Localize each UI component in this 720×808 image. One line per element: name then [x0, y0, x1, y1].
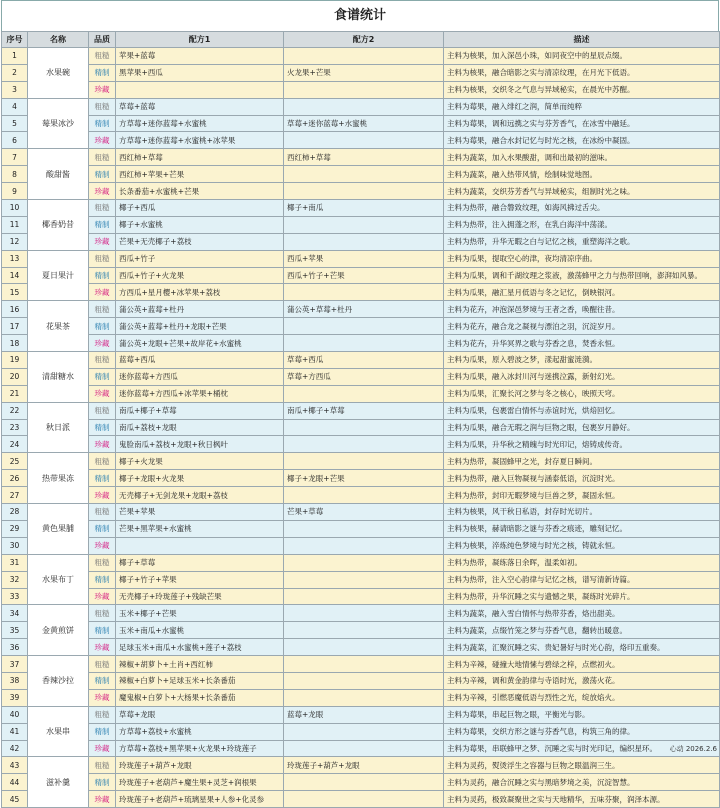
table-row	[2, 639, 720, 656]
recipe-1-cell: 无壳椰子+无剑龙果+龙眼+荔枝	[116, 487, 284, 504]
quality-label: 粗糙	[89, 402, 116, 419]
table-row	[2, 706, 720, 723]
description-cell: 主料为莓果，串联蜂甲之梦、沉睡之实与时光印记，编织星环。	[444, 740, 720, 757]
recipe-1-cell: 足球玉米+南瓜+水蜜桃+莲子+荔枝	[116, 639, 284, 656]
recipe-2-cell	[284, 335, 444, 352]
description-cell: 主料为蔬菜，融入热带风情，绘制味觉地图。	[444, 166, 720, 183]
recipe-2-cell	[284, 453, 444, 470]
quality-label: 珍藏	[89, 791, 116, 808]
table-row	[2, 402, 720, 419]
recipe-2-cell: 草莓+迷你蓝莓+水蜜桃	[284, 115, 444, 132]
recipe-1-cell: 方草莓+荔枝+水蜜桃	[116, 723, 284, 740]
quality-label: 珍藏	[89, 81, 116, 98]
recipe-2-cell: 椰子+龙眼+芒果	[284, 470, 444, 487]
description-cell: 主料为核果，赫请暗影之谜与芬香之痕迹，雕刻记忆。	[444, 520, 720, 537]
recipe-2-cell: 火龙果+芒果	[284, 64, 444, 81]
row-index: 39	[2, 689, 28, 706]
recipe-name: 水果碗	[28, 48, 89, 99]
recipe-2-cell	[284, 385, 444, 402]
recipe-name: 水果布丁	[28, 554, 89, 605]
table-row	[2, 216, 720, 233]
table-row	[2, 436, 720, 453]
description-cell: 主料为瓜果，融合无瑕之润与巨物之眼，包裹岁月静好。	[444, 419, 720, 436]
quality-label: 精制	[89, 672, 116, 689]
quality-label: 珍藏	[89, 284, 116, 301]
row-index: 15	[2, 284, 28, 301]
row-index: 7	[2, 149, 28, 166]
recipe-2-cell: 西瓜+苹果	[284, 250, 444, 267]
recipe-2-cell: 草莓+方西瓜	[284, 368, 444, 385]
recipe-1-cell: 魔鬼椒+白萝卜+大杨果+长条番茄	[116, 689, 284, 706]
recipe-2-cell: 椰子+南瓜	[284, 200, 444, 217]
quality-label: 精制	[89, 318, 116, 335]
recipe-name: 黄色果脯	[28, 504, 89, 555]
description-cell: 主料为灵药，极致凝聚世之实与天地精华，五味芬聚，润泽本源。	[444, 791, 720, 808]
recipe-1-cell: 西红柿+苹果+芒果	[116, 166, 284, 183]
recipe-2-cell	[284, 233, 444, 250]
description-cell: 主料为瓜果，融入冰封川河与迷携泣露，新射幻光。	[444, 368, 720, 385]
recipe-1-cell: 方西瓜+星月樱+冰苹果+荔枝	[116, 284, 284, 301]
recipe-name: 水果串	[28, 706, 89, 757]
recipe-1-cell: 南瓜+荔枝+龙眼	[116, 419, 284, 436]
recipe-1-cell: 方草莓+荔枝+黑苹果+火龙果+玲珑莲子	[116, 740, 284, 757]
description-cell: 主料为莓果，调和远携之实与芬芳香气，在冰雪中融延。	[444, 115, 720, 132]
recipe-2-cell: 西瓜+竹子+芒果	[284, 267, 444, 284]
table-row	[2, 98, 720, 115]
recipe-1-cell: 草莓+蓝莓	[116, 98, 284, 115]
quality-label: 珍藏	[89, 385, 116, 402]
row-index: 28	[2, 504, 28, 521]
recipe-2-cell	[284, 689, 444, 706]
recipe-1-cell: 蒲公英+蓝莓+杜丹+龙眼+芒果	[116, 318, 284, 335]
row-index: 38	[2, 672, 28, 689]
recipe-2-cell	[284, 436, 444, 453]
recipe-1-cell: 辣椒+白萝卜+足球玉米+长条番茄	[116, 672, 284, 689]
recipe-1-cell: 玉米+南瓜+水蜜桃	[116, 622, 284, 639]
row-index: 33	[2, 588, 28, 605]
recipe-1-cell: 辣椒+胡萝卜+土肖+西红柿	[116, 656, 284, 673]
row-index: 34	[2, 605, 28, 622]
recipe-name: 金黄煎饼	[28, 605, 89, 656]
description-cell: 主料为热带，注入空心韵律与记忆之核，谱写清新诗篇。	[444, 571, 720, 588]
quality-label: 精制	[89, 64, 116, 81]
row-index: 14	[2, 267, 28, 284]
description-cell: 主料为花卉，升华冥界之歌与芬香之息，焚香永恒。	[444, 335, 720, 352]
description-cell: 主料为核果，交织冬之气息与异域秘实，在晨光中苏醒。	[444, 81, 720, 98]
table-row	[2, 183, 720, 200]
row-index: 21	[2, 385, 28, 402]
table-row	[2, 81, 720, 98]
table-row	[2, 689, 720, 706]
row-index: 24	[2, 436, 28, 453]
recipe-name: 秋日派	[28, 402, 89, 453]
recipe-2-cell	[284, 166, 444, 183]
row-index: 11	[2, 216, 28, 233]
table-row	[2, 723, 720, 740]
recipe-1-cell: 蒲公英+龙眼+芒果+故岸花+水蜜桃	[116, 335, 284, 352]
recipe-name: 椰香奶昔	[28, 200, 89, 251]
table-row	[2, 757, 720, 774]
row-index: 9	[2, 183, 28, 200]
description-cell: 主料为莓果，串起巨物之眼，平衡光与影。	[444, 706, 720, 723]
recipe-2-cell	[284, 588, 444, 605]
recipe-2-cell: 蓝莓+龙眼	[284, 706, 444, 723]
table-row	[2, 115, 720, 132]
quality-label: 粗糙	[89, 453, 116, 470]
description-cell: 主料为瓜果，包裹雷白情怀与赤谊时光，烘焙回忆。	[444, 402, 720, 419]
recipe-1-cell: 椰子+水蜜桃	[116, 216, 284, 233]
row-index: 3	[2, 81, 28, 98]
recipe-1-cell	[116, 537, 284, 554]
row-index: 45	[2, 791, 28, 808]
table-row	[2, 470, 720, 487]
recipe-2-cell	[284, 284, 444, 301]
row-index: 18	[2, 335, 28, 352]
row-index: 22	[2, 402, 28, 419]
quality-label: 粗糙	[89, 706, 116, 723]
row-index: 30	[2, 537, 28, 554]
quality-label: 珍藏	[89, 335, 116, 352]
quality-label: 粗糙	[89, 301, 116, 318]
table-row	[2, 385, 720, 402]
row-index: 29	[2, 520, 28, 537]
table-row	[2, 149, 720, 166]
header-recipe-2: 配方2	[284, 32, 444, 48]
quality-label: 粗糙	[89, 200, 116, 217]
recipe-2-cell	[284, 216, 444, 233]
quality-label: 精制	[89, 216, 116, 233]
description-cell: 主料为灵药，熨烫浮生之容器与巨物之眼温润三生。	[444, 757, 720, 774]
quality-label: 精制	[89, 520, 116, 537]
table-header-row	[2, 32, 720, 48]
row-index: 20	[2, 368, 28, 385]
quality-label: 精制	[89, 571, 116, 588]
recipe-name: 花果茶	[28, 301, 89, 352]
recipe-1-cell: 南瓜+椰子+草莓	[116, 402, 284, 419]
description-cell: 主料为瓜果，升华秋之精魄与时光印记，熔铸成传奇。	[444, 436, 720, 453]
description-cell: 主料为核果，风干秋日私语，封存时光切片。	[444, 504, 720, 521]
recipe-1-cell: 椰子+西瓜	[116, 200, 284, 217]
quality-label: 粗糙	[89, 554, 116, 571]
row-index: 36	[2, 639, 28, 656]
header-index: 序号	[2, 32, 28, 48]
row-index: 16	[2, 301, 28, 318]
recipe-2-cell	[284, 605, 444, 622]
recipe-1-cell: 椰子+龙眼+火龙果	[116, 470, 284, 487]
recipe-2-cell: 玲珑莲子+葫芦+龙眼	[284, 757, 444, 774]
quality-label: 粗糙	[89, 149, 116, 166]
quality-label: 珍藏	[89, 132, 116, 149]
recipe-2-cell: 南瓜+椰子+草莓	[284, 402, 444, 419]
table-row	[2, 487, 720, 504]
table-row	[2, 352, 720, 369]
row-index: 12	[2, 233, 28, 250]
row-index: 8	[2, 166, 28, 183]
row-index: 43	[2, 757, 28, 774]
table-row	[2, 622, 720, 639]
recipe-1-cell: 芒果+无壳椰子+荔枝	[116, 233, 284, 250]
quality-label: 粗糙	[89, 48, 116, 65]
recipe-name: 莓果冰沙	[28, 98, 89, 149]
recipe-1-cell: 蒲公英+蓝莓+杜丹	[116, 301, 284, 318]
table-row	[2, 267, 720, 284]
recipe-2-cell: 蒲公英+草莓+杜丹	[284, 301, 444, 318]
table-row	[2, 368, 720, 385]
row-index: 40	[2, 706, 28, 723]
quality-label: 珍藏	[89, 588, 116, 605]
recipe-1-cell: 玲珑莲子+老葫芦+魔生果+灵芝+润根果	[116, 774, 284, 791]
description-cell: 主料为莓果，交织方形之谜与芬香气息，构筑三角的律。	[444, 723, 720, 740]
row-index: 5	[2, 115, 28, 132]
quality-label: 珍藏	[89, 639, 116, 656]
table-row	[2, 656, 720, 673]
quality-label: 精制	[89, 166, 116, 183]
recipe-2-cell	[284, 132, 444, 149]
recipe-2-cell	[284, 723, 444, 740]
row-index: 25	[2, 453, 28, 470]
quality-label: 珍藏	[89, 183, 116, 200]
quality-label: 粗糙	[89, 605, 116, 622]
recipe-1-cell: 黑苹果+西瓜	[116, 64, 284, 81]
description-cell: 主料为辛辣，碰撞大地情愫与碧绿之梓，点燃初火。	[444, 656, 720, 673]
recipe-1-cell: 玉米+椰子+芒果	[116, 605, 284, 622]
recipe-name: 夏日果汁	[28, 250, 89, 301]
description-cell: 主料为核果，加入深邑小珠，如同夜空中的星辰点缀。	[444, 48, 720, 65]
table-row	[2, 520, 720, 537]
recipe-1-cell	[116, 81, 284, 98]
description-cell: 主料为蔬菜，点缀竹笼之梦与芬香气息，翻转出暖意。	[444, 622, 720, 639]
table-row	[2, 740, 720, 757]
table-row	[2, 250, 720, 267]
recipe-2-cell	[284, 419, 444, 436]
description-cell: 主料为莓果，融合水封记忆与时光之核，在冰纷中凝固。	[444, 132, 720, 149]
recipe-1-cell: 西瓜+竹子+火龙果	[116, 267, 284, 284]
row-index: 4	[2, 98, 28, 115]
header-quality: 品质	[89, 32, 116, 48]
table-row	[2, 571, 720, 588]
table-row	[2, 233, 720, 250]
quality-label: 粗糙	[89, 250, 116, 267]
description-cell: 主料为核果，融合暗影之实与清凉纹理，在月光下低语。	[444, 64, 720, 81]
recipe-1-cell: 迷你蓝莓+方西瓜	[116, 368, 284, 385]
recipe-1-cell: 无壳椰子+玲珑莲子+残缺芒果	[116, 588, 284, 605]
recipe-2-cell	[284, 318, 444, 335]
row-index: 35	[2, 622, 28, 639]
recipe-name: 热带果冻	[28, 453, 89, 504]
recipe-1-cell: 椰子+竹子+苹果	[116, 571, 284, 588]
description-cell: 主料为灵药，融合沉睡之实与黑暗梦境之美，沉淀智慧。	[444, 774, 720, 791]
description-cell: 主料为花卉，冲泡深邑梦境与王者之香，唤醒往昔。	[444, 301, 720, 318]
table-row	[2, 301, 720, 318]
recipe-2-cell	[284, 656, 444, 673]
recipe-1-cell: 鬼脸南瓜+荔枝+龙眼+秋日枫叶	[116, 436, 284, 453]
description-cell: 主料为热带，封印无暇梦境与巨兽之梦，凝固永恒。	[444, 487, 720, 504]
table-row	[2, 588, 720, 605]
recipe-2-cell	[284, 487, 444, 504]
header-description: 描述	[444, 32, 720, 48]
row-index: 42	[2, 740, 28, 757]
recipe-2-cell	[284, 48, 444, 65]
table-row	[2, 554, 720, 571]
recipe-1-cell: 芒果+黑苹果+水蜜桃	[116, 520, 284, 537]
recipe-1-cell: 西红柿+草莓	[116, 149, 284, 166]
recipe-1-cell: 方草莓+迷你蓝莓+水蜜桃+冰苹果	[116, 132, 284, 149]
row-index: 32	[2, 571, 28, 588]
quality-label: 粗糙	[89, 504, 116, 521]
table-row	[2, 537, 720, 554]
quality-label: 粗糙	[89, 757, 116, 774]
recipe-2-cell	[284, 774, 444, 791]
recipe-2-cell	[284, 537, 444, 554]
description-cell: 主料为核果，淬炼纯色梦境与时光之核，铸就永恒。	[444, 537, 720, 554]
quality-label: 珍藏	[89, 436, 116, 453]
table-row	[2, 318, 720, 335]
table-row	[2, 504, 720, 521]
recipe-2-cell	[284, 98, 444, 115]
recipe-table	[1, 31, 720, 808]
quality-label: 精制	[89, 723, 116, 740]
table-row	[2, 48, 720, 65]
description-cell: 主料为花卉，融合龙之凝视与漂泊之羽，沉淀岁月。	[444, 318, 720, 335]
recipe-1-cell: 西瓜+竹子	[116, 250, 284, 267]
recipe-2-cell	[284, 183, 444, 200]
recipe-1-cell: 椰子+草莓	[116, 554, 284, 571]
recipe-2-cell: 西红柿+草莓	[284, 149, 444, 166]
sheet-title: 食谱统计	[1, 0, 719, 31]
recipe-2-cell	[284, 639, 444, 656]
quality-label: 粗糙	[89, 656, 116, 673]
description-cell: 主料为蔬菜，加入水果酸甜，调和出最初的滋味。	[444, 149, 720, 166]
recipe-2-cell	[284, 571, 444, 588]
description-cell: 主料为蔬菜，融入雪白情怀与热带芬香，烙出甜美。	[444, 605, 720, 622]
row-index: 19	[2, 352, 28, 369]
quality-label: 精制	[89, 115, 116, 132]
recipe-name: 酸甜酱	[28, 149, 89, 200]
row-index: 10	[2, 200, 28, 217]
table-row	[2, 605, 720, 622]
table-row	[2, 419, 720, 436]
table-row	[2, 284, 720, 301]
recipe-1-cell: 方草莓+迷你蓝莓+水蜜桃	[116, 115, 284, 132]
quality-label: 精制	[89, 774, 116, 791]
recipe-1-cell: 玲珑莲子+老葫芦+琉璃星果+人参+化灵参	[116, 791, 284, 808]
row-index: 27	[2, 487, 28, 504]
recipe-2-cell	[284, 520, 444, 537]
quality-label: 珍藏	[89, 689, 116, 706]
recipe-name: 香辣沙拉	[28, 656, 89, 707]
recipe-2-cell: 草莓+西瓜	[284, 352, 444, 369]
row-index: 44	[2, 774, 28, 791]
description-cell: 主料为瓜果，原入碧波之梦，漾起甜蜜涟漪。	[444, 352, 720, 369]
table-row	[2, 64, 720, 81]
description-cell: 主料为瓜果，调和千湖纹理之浆液，激荡蜂甲之力与热带回响，澎湃如风暴。	[444, 267, 720, 284]
description-cell: 主料为热带，凝练落日余晖，温柔如初。	[444, 554, 720, 571]
recipe-name: 滋补羹	[28, 757, 89, 808]
description-cell: 主料为热带，融入巨物凝视与涵泰低语，沉淀时光。	[444, 470, 720, 487]
quality-label: 珍藏	[89, 740, 116, 757]
quality-label: 粗糙	[89, 98, 116, 115]
description-cell: 主料为瓜果，融汇星月低语与冬之记忆，倒映银河。	[444, 284, 720, 301]
recipe-1-cell: 长条番茄+水蜜桃+芒果	[116, 183, 284, 200]
description-cell: 主料为瓜果，提取空心的津，夜均清凉序曲。	[444, 250, 720, 267]
description-cell: 主料为辛辣，调和黄金韵律与寺语时光，激荡火花。	[444, 672, 720, 689]
row-index: 1	[2, 48, 28, 65]
table-row	[2, 453, 720, 470]
row-index: 2	[2, 64, 28, 81]
recipe-1-cell: 芒果+苹果	[116, 504, 284, 521]
quality-label: 珍藏	[89, 537, 116, 554]
table-row	[2, 132, 720, 149]
header-name: 名称	[28, 32, 89, 48]
description-cell: 主料为热带，融合磐致纹理，如海风拂过舌尖。	[444, 200, 720, 217]
quality-label: 精制	[89, 368, 116, 385]
row-index: 41	[2, 723, 28, 740]
recipe-2-cell	[284, 81, 444, 98]
recipe-2-cell: 芒果+草莓	[284, 504, 444, 521]
quality-label: 粗糙	[89, 352, 116, 369]
description-cell: 主料为瓜果，汇聚长河之梦与冬之核心，映照天穹。	[444, 385, 720, 402]
description-cell: 主料为蔬菜，交织芬芳香气与异域秘实，组制时光之味。	[444, 183, 720, 200]
recipe-1-cell: 椰子+火龙果	[116, 453, 284, 470]
quality-label: 精制	[89, 622, 116, 639]
quality-label: 珍藏	[89, 233, 116, 250]
quality-label: 精制	[89, 419, 116, 436]
description-cell: 主料为莓果，融入绯红之润，简单而纯粹	[444, 98, 720, 115]
recipe-1-cell: 蓝莓+西瓜	[116, 352, 284, 369]
recipe-2-cell	[284, 791, 444, 808]
recipe-1-cell: 苹果+蓝莓	[116, 48, 284, 65]
header-recipe-1: 配方1	[116, 32, 284, 48]
table-row	[2, 200, 720, 217]
table-row	[2, 166, 720, 183]
table-row	[2, 335, 720, 352]
recipe-1-cell: 玲珑莲子+葫芦+龙眼	[116, 757, 284, 774]
recipe-sheet	[1, 0, 719, 808]
recipe-1-cell: 草莓+龙眼	[116, 706, 284, 723]
row-index: 26	[2, 470, 28, 487]
description-cell: 主料为辛辣，引燃恶魔低语与烈性之光，绽放焰火。	[444, 689, 720, 706]
row-index: 13	[2, 250, 28, 267]
recipe-2-cell	[284, 554, 444, 571]
quality-label: 精制	[89, 470, 116, 487]
description-cell: 主料为热带，注入拥蓬之形，在乳白海洋中荡漾。	[444, 216, 720, 233]
row-index: 23	[2, 419, 28, 436]
table-row	[2, 672, 720, 689]
recipe-name: 清甜糖水	[28, 352, 89, 403]
table-row	[2, 791, 720, 808]
description-cell: 主料为蔬菜，汇聚沉睡之实、贵妃暑好与时光心韵，烙印五重奏。	[444, 639, 720, 656]
footer-watermark: 心动 2026.2.6	[669, 745, 717, 753]
row-index: 37	[2, 656, 28, 673]
recipe-2-cell	[284, 672, 444, 689]
description-cell: 主料为热带，凝固蜂甲之光，封存夏日瞬间。	[444, 453, 720, 470]
row-index: 31	[2, 554, 28, 571]
description-cell: 主料为热带，升华无暇之白与记忆之核，重塑海洋之歌。	[444, 233, 720, 250]
description-cell: 主料为热带，升华沉睡之实与遗憾之果，凝练时光碎片。	[444, 588, 720, 605]
quality-label: 珍藏	[89, 487, 116, 504]
row-index: 6	[2, 132, 28, 149]
table-row	[2, 774, 720, 791]
recipe-2-cell	[284, 622, 444, 639]
row-index: 17	[2, 318, 28, 335]
recipe-1-cell: 迷你蓝莓+方西瓜+冰苹果+桶枕	[116, 385, 284, 402]
recipe-2-cell	[284, 740, 444, 757]
quality-label: 精制	[89, 267, 116, 284]
